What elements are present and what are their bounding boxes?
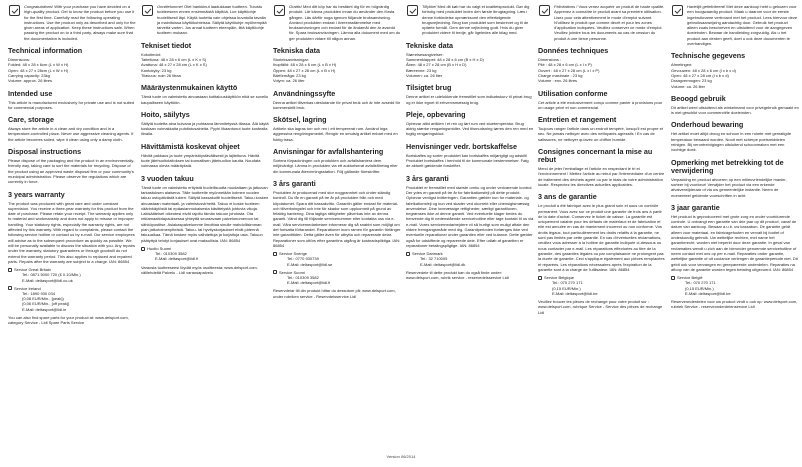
section-heading: Disposal instructions	[8, 147, 82, 157]
service-contact	[141, 246, 269, 262]
spare-parts-note: Varaosia tuotteeseesi löydät myös osoitteesta: www.delsport.com, välilehdeltä Palvelu - Lidl varaosapalvelu	[141, 264, 258, 275]
section-heading: Beoogd gebruik	[671, 93, 726, 103]
spec-line: Draagvermogen: 23 kg	[671, 78, 712, 84]
section-text: Dit artikel werd uitsluitend als winkelmand voor privégebruik gemaakt en is niet geschikt voor commerciële doeleinden.	[671, 104, 799, 116]
section-text: Le produit a été fabriqué avec le plus grand soin et sous un contrôle permanent. Vous avez sur ce produit une garantie de trois ans à partir de la date d'achat. Conservez le ticket de caisse. La garantie est uniquement valable pour les défauts de matériaux et de fabrication et elle est annulée en cas de maniement incorrect ou non conforme. Vos droits légaux, tout particulièrement les droits relatifs à la garantie, ne sont pas limités par cette garantie. En cas d'éventuelles réclamations, veuillez vous adresser à la hotline de garantie indiquée ci-dessous ou nous contacter par e-mail. Les réparations effectuées au titre de la garantie, des garanties légales ou par complaisance ne prolongent pas la durée de garantie. Ceci s'applique également aux pièces remplacées et réparées. Les réparations nécessaires après l'expiration de la garantie sont à la charge de l'utilisateur. IAN: 86854	[538, 203, 665, 272]
service-line: (0,08 EUR/Min., [peak])	[22, 296, 64, 302]
check-icon	[9, 5, 20, 16]
section-heading: Technische gegevens	[671, 51, 746, 61]
column-fi	[141, 4, 269, 456]
column-sv	[273, 4, 401, 456]
spec-line: Öppen: 48 x 27 x 28 cm (L x B x H)	[273, 67, 336, 73]
section-text: Merci de jeter l'emballage et l'article en respectant le tri et l'environnement ! Mettez l'article au rebut par l'intermédiaire d'un centre de traitement des déchets agréé ou par le biais de votre administration locale. Respectez les directives actuelles applicables.	[538, 166, 665, 187]
congratulations-block	[538, 4, 666, 41]
section-heading: Määräystenmukainen käyttö	[141, 83, 238, 93]
service-contact	[671, 275, 799, 296]
spare-parts-note: You can also find spare parts for your product at: www.delsport.com, category Service - Lidl Spare Parts Service	[8, 314, 129, 326]
section-heading: Användningssyfte	[273, 88, 336, 98]
congratulations-title: Grattis!	[289, 4, 302, 9]
service-line: E-Mail: deltasport@lidl.be	[552, 290, 598, 296]
spec-line: Open: 48 x 27 x 28 cm (l x b x d)	[671, 72, 729, 78]
phone-icon	[273, 252, 277, 256]
section-text: The product was produced with great care and under constant supervision. You receive a three-year warranty for this product from the date of purchase. Please retain your receipt. The warranty applies only to material and workmanship and does not apply to misuse or improper handling. Your statutory rights, especially the warranty rights, are not affected by this warranty. With regard to complaints, please contact the following service hotline or contact us by e-mail. Our service employees will advise as to the subsequent procedure as quickly as possible. We will be personally available to discuss the situation with you. Any repairs under the warranty, statutory guarantees or through goodwill do not extend the warranty period. This also applies to replaced and repaired parts. Repairs after the warranty are subject to a charge. IAN: 86854	[8, 200, 135, 264]
congratulations-text: Met deze aankoop hebt u gekozen voor een hoogwaardig product. Maak u daarom voor de eerste ingebruikname vertrouwd met het product. Lees hiervoor deze gebruiksaanwijzing aandachtig door. Gebruik het product alleen zoals beschreven en uitsluitend voor de aangegeven doeleinden. Bewaar de handleiding zorgvuldig. Als u het product aan derden geeft, doet u ook deze documenten te overhandigen.	[687, 4, 798, 47]
section-heading: Tekniske data	[406, 40, 454, 50]
service-line: E-Mail: deltasport@lidl.fi	[287, 280, 331, 286]
service-line: Tel.: 070 270 171	[552, 280, 583, 286]
service-name: Service Ireland	[14, 285, 41, 291]
spec-line: Afmetingen:	[671, 62, 693, 68]
spec-line: Ouvert : 48 x 27 x 28 cm (L x l x P)	[538, 67, 600, 73]
section-heading: Tilsigtet brug	[406, 83, 452, 93]
section-heading: Care, storage	[8, 115, 54, 125]
service-name: Service België	[677, 275, 703, 281]
spec-line: Plié : 48 x 28 x 6 cm (L x l x P)	[538, 62, 592, 68]
check-icon	[274, 5, 285, 16]
section-heading: Données techniques	[538, 46, 609, 56]
service-line: E-Mail: deltasport@lidl.se	[287, 261, 333, 267]
section-text: Produkten är producerad med stor noggrannhet och under ständig kontroll. Du får en garanti på tre år på produkten från och med köpdatumet. Spara ditt kassakvitto. Garantin gäller endast för material- och tillverkningsfel och inte för skador som uppkommit på grund av felaktig hantering. Dina lagliga rättigheter påverkas inte av denna garanti. Vänd dig till följande servicenummer eller kontakta oss via e-mail. Våra servicemedarbetare informerar dig så snabbt som möjligt om det fortsatta förfarandet. Reparationer inom ramen för garantin förlänger inte garantitiden. Detta gäller även för utbytta och reparerade delar. Reparationer som utförs efter garantins utgång är kostnadspliktiga. IAN: 86854	[273, 189, 401, 248]
service-name: Service Belgique	[544, 275, 575, 281]
section-text: Artikeln ska lagras torr och ren i ett tempererat rum. Använd inga aggressiva rengöringsmedel. Rengör en smutsig artikel enbart med en fuktig trasa.	[273, 126, 398, 142]
section-text: Verpakking en product afvoeren op een milieuvriendelijke manier, sorteer bij voorkeur! Verwijder het product via een erkende afvalverwijderaar of via uw gemeentelijke instantie. Neem de momenteel geldende voorschriften in acht.	[671, 176, 787, 198]
section-heading: Pleje, opbevaring	[406, 109, 466, 119]
section-text: Produktet er fremstillet med største omhu og under vedvarende kontrol. Der ydes en garanti på tre år for fabrikationsfejl på dette produkt. Opbevar venligst kvitteringen. Garantien gælder kun for materiale- og fabrikationsfejl og kun ved skader ved ukorrekt eller uhensigtsmæssig anvendelse. Dine lovmæssige rettigheder, særligt garantiloven, begrænses ikke af denne garanti. Ved eventuelle klager bedes du henvende dig til nedenstående servicehotline eller tage kontakt til os via e-mail. Vores servicemedarbejdere vil så hurtigt som muligt aftale den videre fremgangsmåde med dig. Garantiperioden forlænges ikke ved eventuelle reparationer under garantien eller ved kulance. Dette gælder også for udskiftede og reparerede dele. Efter udløb af garantien er reparationer betalingspligtige. IAN: 86854	[406, 184, 534, 248]
section-text: Cet article a été exclusivement conçu comme panier à provisions pour un usage privé et non commercial.	[538, 99, 663, 110]
column-fr	[538, 4, 666, 456]
spec-line: Folded: 48 x 28 x 6cm (L x W x H)	[8, 62, 69, 68]
spare-parts-note: Reservedele til dette produkt kan du også finde under: www.delsport.com, rubrik service - reservedelsservice Lidl	[406, 269, 509, 281]
section-heading: Consignes concernant la mise au rebut	[538, 147, 653, 165]
section-text: Sortera förpackningen och produkten och avfallshantera dem miljövänligt. Lämna in produkten via ett auktoriserat avfallsföretag eller din kommunala återvinningsstation. Följ gällande föreskrifter.	[273, 158, 398, 174]
check-icon	[407, 5, 418, 16]
spec-line: Størrelsesangivelser:	[406, 51, 444, 57]
spec-line: Volume: ca. 26 liter	[671, 83, 706, 89]
spec-line: Volume : env. 26 litres	[538, 78, 578, 84]
service-line: E-Mail: deltasport@lidl.dk	[420, 261, 466, 267]
service-line: E-Mail: deltasport@lidl.be	[685, 290, 731, 296]
congratulations-block	[8, 4, 136, 41]
service-line: Tel.: 010309 3582	[155, 251, 187, 257]
congratulations-block	[273, 4, 401, 41]
congratulations-block	[406, 4, 534, 36]
spec-line: Dimensions :	[538, 57, 562, 63]
section-text: Säilytä tuotetta aina kuivana ja puhtaana lämmitetyssä tilassa. Älä käytä koskaan voimakkaita puhdistusaineita. Pyyhi likaantunut tuote kostealla liinalla.	[141, 120, 269, 137]
check-icon	[672, 5, 683, 16]
spec-line: Open: 48 x 27 x 28cm (L x W x H)	[8, 67, 69, 73]
service-contact	[8, 267, 136, 283]
service-contact	[406, 251, 534, 267]
column-da	[406, 4, 534, 456]
spec-line: Kantokyky: 23 kg	[141, 67, 172, 73]
service-line: (0,15 EUR/Min.)	[552, 285, 581, 291]
spare-parts-note: Veuillez trouver les pièces de rechange pour votre produit sur : www.delsport.com, rubrique Service - Service des pièces de rechange Lidl	[538, 298, 663, 315]
section-text: Bortskaffes og sorter produktet kan bortskaffes miljørigtigt og adskilt! Produktet bortskaffes i henhold til de kommunale bestemmelser. Følg de aktuelt gældende forskrifter.	[406, 152, 529, 169]
section-text: Denne artikel er udelukkende fremstillet som indkøbskurv til privat brug og er ikke egnet til erhvervsmæssig brug.	[406, 94, 532, 105]
congratulations-block	[671, 4, 799, 46]
service-name: Service Suomi	[279, 269, 305, 275]
section-heading: Technical information	[8, 46, 83, 56]
section-heading: 3 års garanti	[273, 178, 316, 188]
check-icon	[142, 5, 153, 16]
spec-line: Carrying capacity: 23kg	[8, 72, 50, 78]
section-heading: Anvisningar för avfallshantering	[273, 147, 384, 157]
service-line: Tel.: 070 270 171	[685, 280, 716, 286]
phone-icon	[8, 286, 12, 290]
spec-line: Ihopfälld: 48 x 28 x 6 cm (L x B x H)	[273, 62, 337, 68]
congratulations-title: Tillykke!	[422, 4, 437, 9]
section-text: This article is manufactured exclusively for private use and is not suited for commercial purposes.	[8, 99, 135, 110]
section-text: Tämä tuote on valmistettu ainoastaan kotitalouskäyttöön eikä se sovellu kaupalliseen käyttöön.	[141, 94, 269, 105]
service-contact	[8, 286, 136, 312]
spec-line: Gevouwen: 48 x 28 x 6 cm (l x b x d)	[671, 67, 736, 73]
section-text: Tämä tuote on valmistettu erityistä huolellisuutta noudattaen ja jatkuvan tarkastuksen alaisena. Tälle tuotteelle myönnetään kolmen vuoden takuu ostopäivästä lukien. Säilytä kassakuitti huolellisesti. Takuu koskee ainoastaan materiaali- ja valmistusvirheitä. Takuu ei koske tuotteen väärinkäytöstä tai epäasianmukaisesta käsittelystä johtuvia vikoja. Lakisääteiset oikeutesi eivät rajoitu tämän takuun johdosta. Ota reklamaatiotapauksessa yhteyttä seuraavaan palvelunumeroon tai sähköpostitse. Asiakaspalvelumme ilmoittaa sinulle mahdollisimman pian jatkotoimenpiteistä. Takuu- tai hyvityskorjaukset eivät pidennä takuuaikaa. Tämä koskee myös vaihdettuja ja korjattuja osia. Takuun päätyttyä tehdyt korjaukset ovat maksullisia. IAN: 86854	[141, 184, 269, 243]
spec-line: Dimensions:	[8, 57, 31, 63]
section-text: Opbevar altid artiklen i et ren og tørt rum ved stuetemperatur. Brug aldrig stærke rengøringsmidler. Ved tilsmudsning tørres den ren med en fugtig rengøringsklud.	[406, 120, 534, 137]
phone-icon	[273, 270, 277, 274]
service-contact	[273, 270, 401, 286]
service-line: Tel.: 0770 930739	[287, 256, 319, 262]
section-text: Always store the article in a clean and dry condition and in a temperature-controlled place. Never use aggressive cleaning agents. If the article becomes soiled, wipe it clean using only a damp cloth.	[8, 126, 134, 142]
phone-icon	[8, 268, 12, 272]
spec-line: Bärförmåga: 23 kg	[273, 72, 306, 78]
section-text: Denna artikel tillverkas uteslutande för privat bruk och är inte avsedd för kommersiellt bruk.	[273, 99, 401, 110]
section-heading: 3 års garanti	[406, 173, 449, 183]
service-line: Tel.: 1890 930 034	[22, 290, 55, 296]
service-line: E-Mail: deltasport@lidl.co.uk	[22, 277, 73, 283]
section-heading: Opmerking met betrekking tot de verwijdering	[671, 157, 784, 175]
section-text: Hävitä pakkaus ja tuote ympäristöystävällisesti ja lajiteltuna. Hävitä tuote jätehuoltolaitoksen tai kunnallisen jätehuollon kautta. Noudata voimassa olevia määräyksiä.	[141, 152, 261, 169]
spec-line: Bæreevne: 23 kg	[406, 67, 437, 73]
service-name: Service Sverige	[279, 251, 308, 257]
spare-parts-note: Reserveonderdelen voor uw product vindt u ook op: www.delsport.com, rubriek Service - reserveonderdelenservice Lidl	[671, 298, 798, 310]
check-icon	[539, 5, 550, 16]
column-nl	[671, 4, 799, 456]
service-contact	[538, 275, 666, 296]
service-line: Tel.: 010309 3582	[287, 275, 319, 281]
section-heading: Onderhoud bewaring	[671, 120, 744, 130]
section-heading: Hoito, säilytys	[141, 109, 190, 119]
section-text: Het product is geproduceerd met grote zorg en onder voortdurende controle. U ontvangt een garantie van drie jaar op dit product, vanaf de datum van aankoop. Bewaar a.u.b. uw kassabon. De garantie geldt alleen voor materiaal- en fabricagefouten en vervalt bij foutief of ondeskundig gebruik. Uw wettelijke rechten, met name het garantierecht, worden niet beperkt door deze garantie. In geval van reclamaties wendt u zich aan de hieronder genoemde servicehotline of neem contact met ons op per e-mail. Reparaties onder garantie, wettelijke garantie of uit coulance verlengen de garantieperiode niet. Dit geldt ook voor vervangen en gerepareerde onderdelen. Reparaties na afloop van de garantie worden tegen betaling uitgevoerd. IAN: 86854	[671, 213, 798, 272]
spec-line: Volume: approx. 26 litres	[8, 78, 53, 84]
section-heading: 3 years warranty	[8, 189, 65, 199]
spec-line: Avattuna: 48 x 27 x 28 cm (L x K x S)	[141, 62, 207, 68]
service-line: E-Mail: deltasport@lidl.ie	[22, 306, 67, 312]
version-label: Version 06/2014	[386, 454, 416, 459]
section-heading: 3 ans de garantie	[538, 192, 597, 202]
section-heading: Tekniska data	[273, 46, 321, 56]
section-heading: 3 jaar garantie	[671, 202, 720, 212]
spec-line: Åben: 48 x 27 x 28 cm (B x H x D)	[406, 62, 467, 68]
congratulations-text: Med ditt köp har du bestämt dig för en högvärdig produkt. Lär känna produkten innan du använder den första gången. Läs därför noga igenom följande bruksanvisning. Använd produkten endast i överensstämmelse med bruksanvisningen och endast för de ändamål den är avsedd för. Spara bruksanvisningen. Lämna alla dokument med om du ger produkten vidare till någon annan.	[289, 4, 401, 41]
section-heading: Henvisninger vedr. bortskaffelse	[406, 141, 518, 151]
phone-icon	[406, 252, 410, 256]
spec-line: Storleksanvisningar:	[273, 57, 310, 63]
section-heading: Intended use	[8, 88, 53, 98]
spec-line: Taitettuna: 48 x 28 x 6 cm (L x K x S)	[141, 57, 207, 63]
spec-line: Volym: ca. 26 liter	[273, 78, 305, 84]
phone-icon	[141, 247, 145, 251]
spec-line: Kokotiedot:	[141, 51, 162, 57]
congratulations-text: Med dit køb har du valgt et kvalitetsprodukt. Gør dig fortrolig med produktet inden den første ibrugtagning. Læs i denne forbindelse opmærksomt den efterfølgende brugsvejledning. Brug kun produktet som beskrevet og til de opførte formål. Gem denne vejledning godt. Hvis du giver produktet videre til tredje, går ligeledes alle bilag med.	[422, 4, 530, 36]
congratulations-title: Félicitations !	[554, 4, 578, 9]
service-name: Service Danmark	[412, 251, 443, 257]
section-heading: 3 vuoden takuu	[141, 173, 194, 183]
section-text: Please dispose of the packaging and the product in an environmentally-friendly way, taking care to sort the materials for recycling. Dispose of the product using an approved waste disposal firm or your community's municipal administration. Please observe the regulations which are currently in force.	[8, 158, 135, 185]
section-text: Toujours ranger l'article dans un endroit tempéré, lorsqu'il est propre et sec. Ne jamais nettoyer avec des nettoyants agressifs ! En cas de salissures, ne nettoyer qu'avec un chiffon humide.	[538, 126, 663, 142]
spec-line: Volumen: ca. 26 liter	[406, 72, 443, 78]
section-heading: Skötsel, lagring	[273, 115, 327, 125]
column-en	[8, 4, 136, 456]
service-line: (0,06 EUR/Min., [off peak])	[22, 301, 70, 307]
service-line: Tel.: 32 710005	[420, 256, 448, 262]
congratulations-text: Vous venez acquérir un produit de haute qualité. Apprenez à connaître le produit avant sa première utilisation. Lisez pour cela attentivement le mode d'emploi suivant. N'utilisez le produit que comme décrit et pour les zones d'application indiquées. Veuillez conserver ce mode d'emploi. Veuillez joindre tous les documents au cas de cession du produit à une tierce personne.	[554, 4, 665, 41]
phone-icon	[538, 276, 542, 280]
congratulations-title: Congratulations!	[24, 4, 54, 9]
congratulations-block	[141, 4, 269, 36]
section-heading: Entretien et rangement	[538, 115, 617, 125]
section-heading: Tekniset tiedot	[141, 40, 192, 50]
service-name: Service Great Britain	[14, 267, 51, 273]
service-contact	[273, 251, 401, 267]
service-line: E-Mail: deltasport@lidl.fi	[155, 256, 199, 262]
congratulations-text: With your purchase you have decided on a high-quality product. Get to know the product before you use it for the first time. Carefully read the following operating instructions. Use the product only as described and only for the given areas of application. Keep these instructions safe. When passing the product on to a third party, always make sure that the documentation is included.	[24, 4, 136, 41]
congratulations-text: Olet hankkinut laadukkaan tuotteen. Tutustu tuotteeseen ennen ensimmäistä käyttöä. Lue käyttöohje huolellisesti läpi. Käytä tuotetta vain ohjeissa kuvatulla tavalla ja mainituissa käyttökohteissa. Säilytä käyttöohje myöhempää tarvetta varten. Jos annat tuotteen eteenpäin, liitä käyttöohje tuotteen mukaan.	[157, 4, 267, 36]
spec-line: Tilavuus: noin 26 litraa	[141, 72, 181, 78]
section-heading: Hävittämistä koskevat ohjeet	[141, 141, 240, 151]
spare-parts-note: Reservdelar till din produkt hittar du dessutom på: www.delsport.com, under rubriken service - Reservdelsservice Lidl	[273, 288, 396, 299]
spec-line: Charge maximale : 23 kg	[538, 72, 583, 78]
section-text: Het artikel moet altijd droog en schoon in een ruimte met gematigde temperatuur bewaard worden. Nooit met scherpe poetsmiddelen reinigen. Bij verontreinigingen uitsluitend schoonmaken met een vochtige doek.	[671, 131, 792, 153]
service-line: Tel.: 0871 5000 720 (£ 0.10/Min.)	[22, 272, 81, 278]
congratulations-title: Hartelijk gefeliciteerd!	[687, 4, 726, 9]
spec-line: Sammenklappet: 48 x 28 x 6 cm (B x H x D)	[406, 57, 484, 63]
phone-icon	[671, 276, 675, 280]
service-line: (0,15 EUR/Min.)	[685, 285, 714, 291]
section-heading: Utilisation conforme	[538, 88, 608, 98]
congratulations-title: Onnittelumme!	[157, 4, 184, 9]
service-name: Huolto Suomi	[147, 245, 172, 251]
